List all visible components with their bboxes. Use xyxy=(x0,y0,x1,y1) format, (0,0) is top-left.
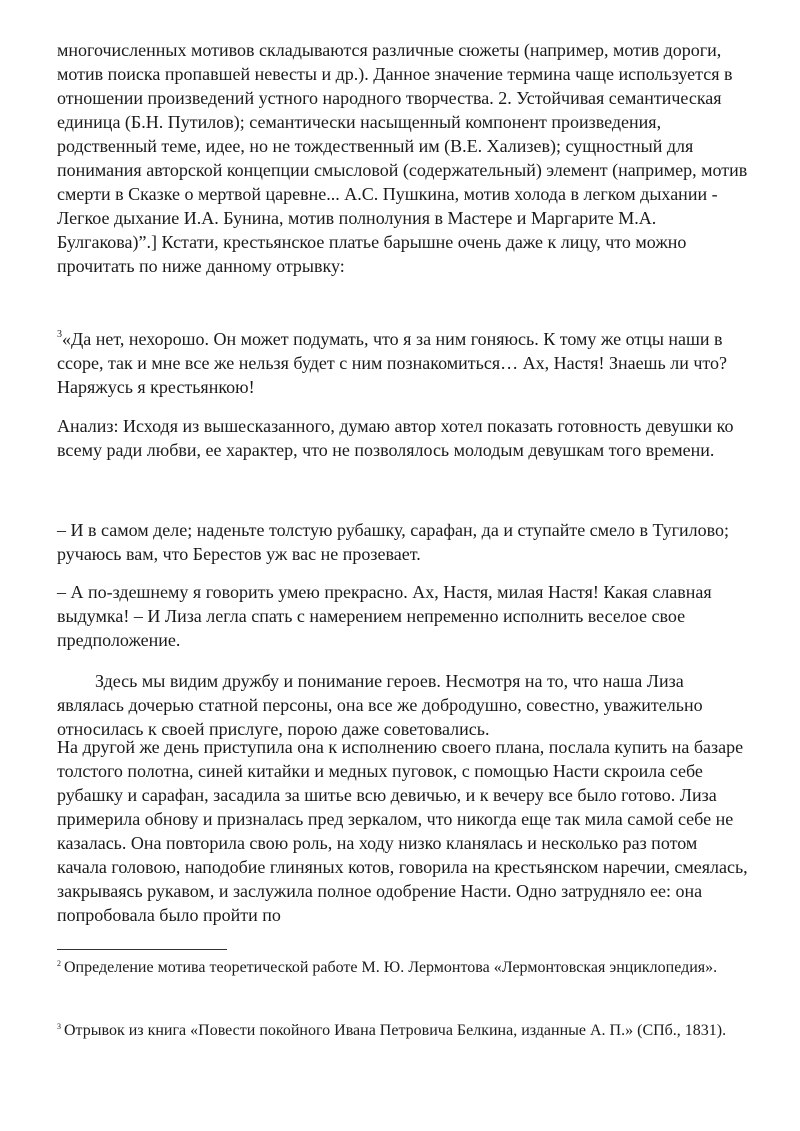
footnote-3-text: Отрывок из книга «Повести покойного Ивана Петровича Белкина, изданные А. П.» (СПб., 1831). xyxy=(64,1022,727,1039)
footnote-marker: 3 xyxy=(57,329,62,340)
dialogue-paragraph-1: – И в самом деле; наденьте толстую рубашку, сарафан, да и ступайте смело в Тугилово; ручаюсь вам, что Берестов уж вас не прозевает. xyxy=(57,520,730,564)
footnote-separator xyxy=(57,949,227,950)
body-paragraph-motif-definition: многочисленных мотивов складываются различные сюжеты (например, мотив дороги, мотив поиска пропавшей невесты и др.). Данное значение термина чаще используется в отношении произведений устного народного творчества. 2. Устойчивая семантическая единица (Б.Н. Путилов); семантически насыщенный компонент произведения, родственный теме, идее, но не тождественный им (В.Е. Хализев); сущностный для понимания авторской концепции смысловой (содержательный) элемент (например, мотив смерти в Сказке о мертвой царевне... А.С. Пушкина, мотив холода в легком дыхании - Легкое дыхание И.А. Бунина, мотив полнолуния в Мастере и Маргарите М.А. Булгакова)”.] Кстати, крестьянское платье барышне очень даже к лицу, что можно прочитать по ниже данному отрывку: xyxy=(57,40,748,276)
footnote-2 xyxy=(57,956,740,979)
footnote-2-text: Определение мотива теоретической работе М. Ю. Лермонтова «Лермонтовская энциклопедия». xyxy=(64,959,718,976)
quote-paragraph xyxy=(57,327,750,399)
analysis-paragraph: Анализ: Исходя из вышесказанного, думаю автор хотел показать готовность девушки ко всему ради любви, ее характер, что не позволялось молодым девушкам того времени. xyxy=(57,416,734,460)
narrative-paragraph: На другой же день приступила она к исполнению своего плана, послала купить на базаре толстого полотна, синей китайки и медных пуговок, с помощью Насти скроила себе рубашку и сарафан, засадила за шитье всю девичью, и к вечеру все было готово. Лиза примерила обнову и призналась пред зеркалом, что никогда еще так мила самой себе не казалась. Она повторила свою роль, на ходу низко кланялась и несколько раз потом качала головою, наподобие глиняных котов, говорила на крестьянском наречии, смеялась, закрываясь рукавом, и заслужила полное одобрение Насти. Одно затрудняло ее: она попробовала было пройти по xyxy=(57,737,748,925)
quote-text: «Да нет, нехорошо. Он может подумать, что я за ним гоняюсь. К тому же отцы наши в ссоре, так и мне все же нельзя будет с ним познакомиться… Ах, Настя! Знаешь ли что? Наряжусь я крестьянкою! xyxy=(57,329,727,397)
footnote-3-marker: 3 xyxy=(57,1022,61,1031)
footnote-3 xyxy=(57,1019,740,1042)
commentary-paragraph: Здесь мы видим дружбу и понимание героев. Несмотря на то, что наша Лиза являлась дочерью статной персоны, она все же добродушно, совестно, уважительно относилась к своей прислуге, порою даже советовались. xyxy=(57,671,703,739)
dialogue-paragraph-2: – А по-здешнему я говорить умею прекрасно. Ах, Настя, милая Настя! Какая славная выдумка! – И Лиза легла спать с намерением непременно исполнить веселое свое предположение. xyxy=(57,582,712,650)
footnote-2-marker: 2 xyxy=(57,959,61,968)
